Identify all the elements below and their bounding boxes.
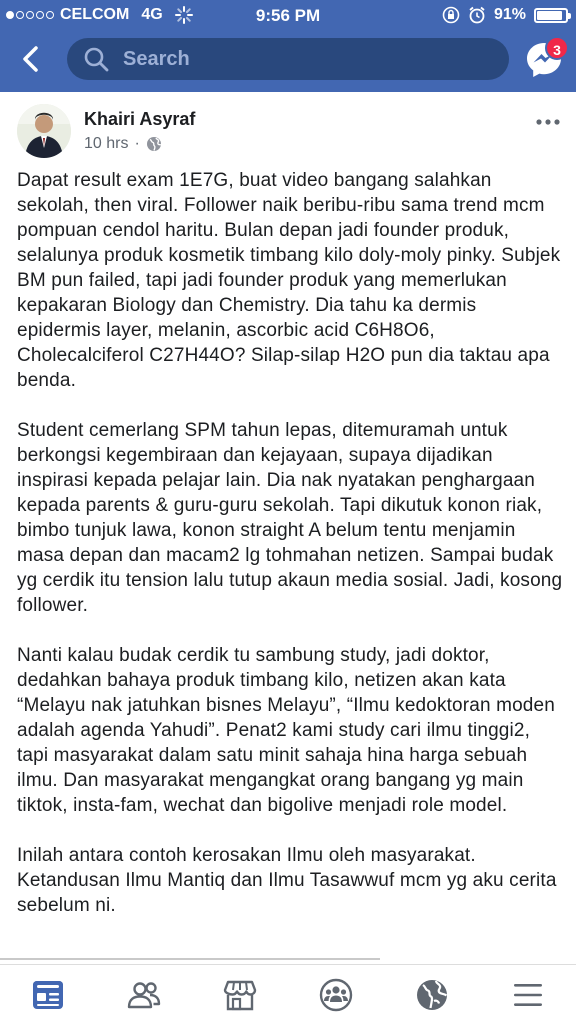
hamburger-menu-icon: [510, 977, 546, 1013]
notification-badge: 3: [545, 36, 569, 60]
search-bar[interactable]: [67, 38, 509, 80]
rotation-lock-icon: [442, 6, 460, 24]
alarm-icon: [468, 6, 486, 24]
bottom-tab-bar: [0, 964, 576, 1024]
groups-icon: [318, 977, 354, 1013]
carrier-label: CELCOM: [60, 6, 130, 23]
scroll-divider: [0, 958, 380, 960]
battery-icon: [534, 8, 568, 23]
globe-icon: [146, 136, 162, 152]
clock: 9:56 PM: [255, 6, 321, 25]
tab-friends[interactable]: [124, 975, 164, 1015]
post-header: [0, 92, 576, 166]
post-paragraph: Nanti kalau budak cerdik tu sambung study, jadi doktor, dedahkan bahaya produk timbang kilo, netizen akan kata “Melayu nak jatuhkan bisnes Melayu”, “Ilmu kedoktoran moden adalah agenda Yahudi”. Penat2 kami study cari ilmu tinggi2, tapi masyarakat dalam satu minit sahaja hina harga sebuah ilmu. Dan masyarakat mengangkat orang bangang yg main tiktok, insta-fam, wechat dan bigolive menjadi role model.: [17, 645, 555, 816]
more-options-icon[interactable]: [536, 118, 560, 126]
marketplace-icon: [222, 977, 258, 1013]
post-paragraph: Dapat result exam 1E7G, buat video bangang salahkan sekolah, then viral. Follower naik beribu-ribu sama trend mcm pompuan cendol haritu. Bulan depan jadi founder produk, selalunya produk kosmetik timbang kilo doly-moly pinky. Subjek BM pun failed, tapi jadi founder produk yang memerlukan kepakaran Biology dan Chemistry. Dia tahu ka dermis epidermis layer, melanin, ascorbic acid C6H8O6, Cholecalciferol C27H44O? Silap-silap H2O pun dia taktau apa benda.: [17, 170, 561, 391]
avatar[interactable]: [17, 104, 71, 158]
post-meta: [84, 135, 162, 153]
tab-news-feed[interactable]: [28, 975, 68, 1015]
globe-notifications-icon: [414, 977, 450, 1013]
news-feed-icon: [30, 977, 66, 1013]
network-label: 4G: [141, 6, 163, 23]
post-paragraph: Student cemerlang SPM tahun lepas, ditemuramah untuk berkongsi kegembiraan dan kejayaan, supaya dijadikan inspirasi kepada pelajar lain. Dia nak nyatakan penghargaan kepada parents & guru-guru sekolah. Tapi dikutuk konon riak, bimbo tunjuk lawa, konon straight A belum tentu menjamin masa depan dan macam2 lg tohmahan netizen. Sampai budak yg cerdik itu tension lalu tutup akaun media sosial. Jadi, kosong follower.: [17, 420, 563, 616]
search-icon: [83, 46, 109, 72]
tab-marketplace[interactable]: [220, 975, 260, 1015]
post-body: [17, 168, 565, 943]
post-time[interactable]: 10 hrs: [84, 135, 129, 152]
meta-separator: ·: [134, 135, 140, 152]
back-arrow-icon[interactable]: [16, 44, 46, 74]
post-paragraph: Inilah antara contoh kerosakan Ilmu oleh masyarakat. Ketandusan Ilmu Mantiq dan Ilmu Tasawwuf mcm yg aku cerita sebelum ni.: [17, 845, 557, 916]
search-placeholder: Search: [123, 47, 190, 70]
top-bar: [0, 0, 576, 92]
tab-menu[interactable]: [508, 975, 548, 1015]
post-author[interactable]: Khairi Asyraf: [84, 109, 196, 129]
friends-icon: [126, 977, 162, 1013]
status-bar: [0, 0, 576, 32]
tab-groups[interactable]: [316, 975, 356, 1015]
battery-percent: 91%: [493, 6, 526, 23]
tab-notifications[interactable]: [412, 975, 452, 1015]
